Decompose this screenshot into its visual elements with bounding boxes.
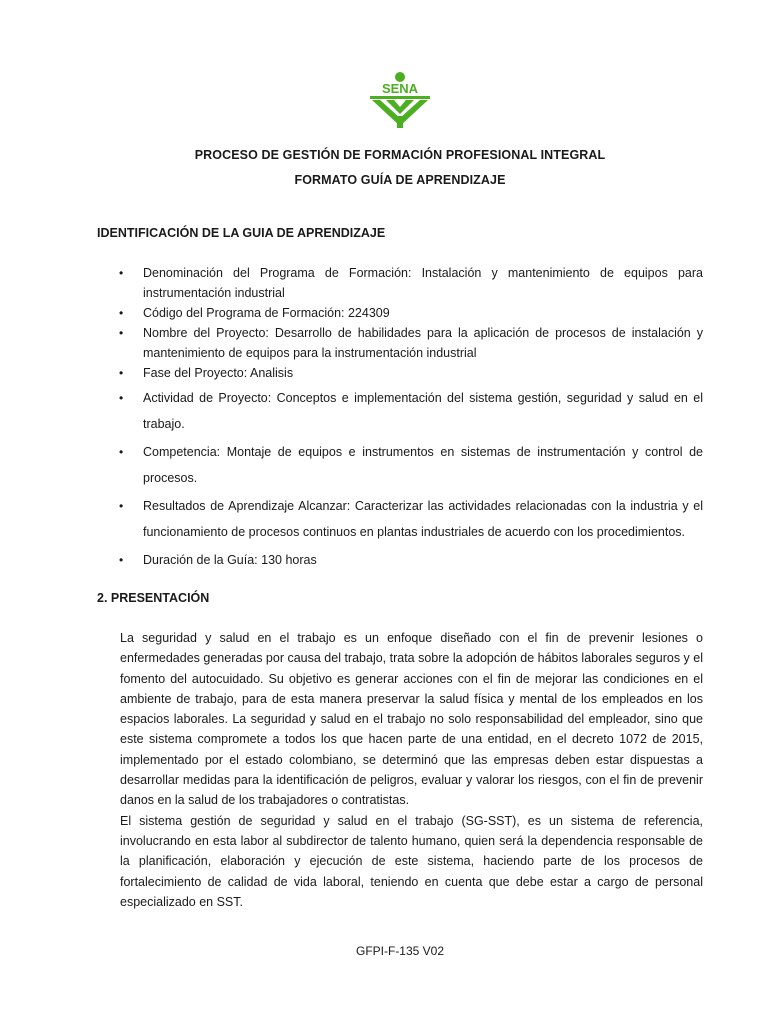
list-item: • Denominación del Programa de Formación: Instalación y mantenimiento de equipos para instrumentación industrial bbox=[97, 263, 703, 303]
list-item: • Duración de la Guía: 130 horas bbox=[97, 547, 703, 573]
sena-logo-icon bbox=[366, 72, 434, 128]
logo-text: SENA bbox=[381, 81, 419, 96]
list-item: • Actividad de Proyecto: Conceptos e implementación del sistema gestión, seguridad y salud en el trabajo. bbox=[97, 385, 703, 437]
process-title: PROCESO DE GESTIÓN DE FORMACIÓN PROFESIONAL INTEGRAL bbox=[194, 148, 606, 162]
presentation-paragraph: El sistema gestión de seguridad y salud en el trabajo (SG-SST), es un sistema de referencia, involucrando en esta labor al subdirector de talento humano, quien será la dependencia responsable de la planificación, elaboración y ejecución de este sistema, haciendo parte de los procesos de fortalecimiento de calidad de vida laboral, teniendo en cuenta que debe estar a cargo de personal especializado en SST. bbox=[120, 813, 703, 909]
list-item: • Competencia: Montaje de equipos e instrumentos en sistemas de instrumentación y control de procesos. bbox=[97, 439, 703, 491]
presentation-body bbox=[120, 628, 703, 912]
document-code: GFPI-F-135 V02 bbox=[355, 944, 445, 958]
format-title: FORMATO GUÍA DE APRENDIZAJE bbox=[294, 173, 506, 187]
list-item: • Resultados de Aprendizaje Alcanzar: Caracterizar las actividades relacionadas con la industria y el funcionamiento de procesos continuos en plantas industriales de acuerdo con los procedimientos. bbox=[97, 493, 703, 545]
list-item: • Fase del Proyecto: Analisis bbox=[97, 363, 703, 383]
presentation-heading: 2. PRESENTACIÓN bbox=[97, 591, 210, 605]
sena-logo bbox=[366, 72, 434, 128]
presentation-paragraph: La seguridad y salud en el trabajo es un enfoque diseñado con el fin de prevenir lesiones o enfermedades generadas por causa del trabajo, trata sobre la adopción de hábitos laborales seguros y el fomento del autocuidado. Su objetivo es generar acciones con el fin de mejorar las condiciones en el ambiente de trabajo, para de esta manera preservar la salud física y mental de los empleados en los espacios laborales. La seguridad y salud en el trabajo no solo responsabilidad del empleador, sino que este sistema compromete a todos los que hacen parte de una entidad, en el decreto 1072 de 2015, implementado por el estado colombiano, se determinó que las empresas deben estar dispuestas a desarrollar medidas para la identificación de peligros, evaluar y valorar los riesgos, con el fin de prevenir danos en la salud de los trabajadores o contratistas. bbox=[120, 631, 704, 808]
identification-list bbox=[97, 263, 703, 573]
list-item: • Nombre del Proyecto: Desarrollo de habilidades para la aplicación de procesos de instalación y mantenimiento de equipos para la instrumentación industrial bbox=[97, 323, 703, 363]
list-item: • Código del Programa de Formación: 224309 bbox=[97, 303, 703, 323]
identification-heading: IDENTIFICACIÓN DE LA GUIA DE APRENDIZAJE bbox=[97, 226, 386, 240]
